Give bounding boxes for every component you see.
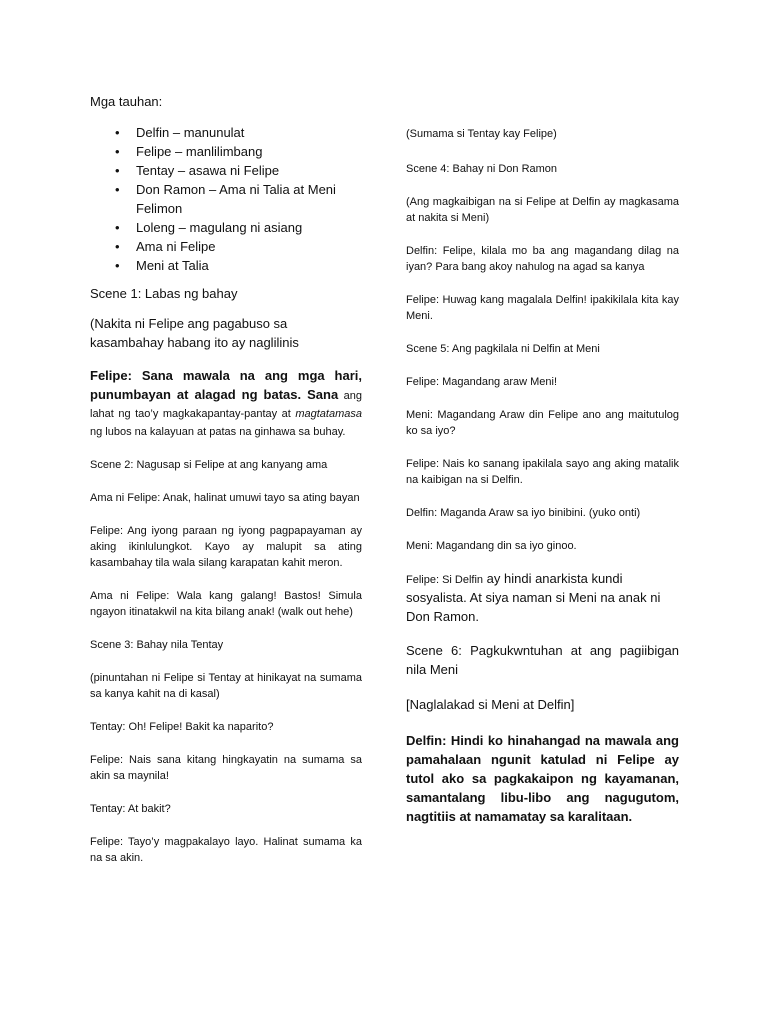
scene-2-line: Felipe: Ang iyong paraan ng iyong pagpapayaman ay aking ikinlulungkot. Kayo ay malupit sa ating kasambahay tila wala silang karapatan kahit meron. (90, 525, 362, 569)
characters-title: Mga tauhan: (90, 94, 163, 109)
left-column (90, 92, 362, 866)
scene-5-line (406, 569, 679, 626)
scene-2-heading: Scene 2: Nagusap si Felipe at ang kanyang ama (90, 459, 328, 471)
scene-3-line: Felipe: Nais sana kitang hingkayatin na sumama sa akin sa maynila! (90, 754, 362, 782)
character-item: • Don Ramon – Ama ni Talia at Meni Felimon (90, 180, 362, 218)
scene-5-line: Meni: Magandang Araw din Felipe ano ang maitutulog ko sa iyo? (406, 409, 679, 437)
character-list (90, 123, 362, 275)
scene-1-direction: (Nakita ni Felipe ang pagabuso sa kasambahay habang ito ay naglilinis (90, 316, 299, 350)
character-item: • Felipe – manlilimbang (90, 142, 362, 161)
right-column (406, 126, 679, 826)
character-item: • Loleng – magulang ni asiang (90, 218, 362, 237)
scene-3-line: Tentay: At bakit? (90, 803, 171, 815)
scene-5-line: Felipe: Nais ko sanang ipakilala sayo ang aking matalik na kaibigan na si Delfin. (406, 458, 679, 486)
scene-4-direction: (Ang magkaibigan na si Felipe at Delfin ay magkasama at nakita si Meni) (406, 196, 679, 224)
dialogue-bold-part: Felipe: Sana mawala na ang mga hari, punumbayan at alagad ng batas. Sana (90, 368, 362, 402)
scene-4-line: Felipe: Huwag kang magalala Delfin! ipakikilala kita kay Meni. (406, 294, 679, 322)
dialogue-italic-part: magtatamasa (295, 408, 362, 420)
scene-6-heading: Scene 6: Pagkukwntuhan at ang pagiibigan nila Meni (406, 643, 679, 677)
scene-3-direction: (pinuntahan ni Felipe si Tentay at hinikayat na sumama sa kanya kahit na di kasal) (90, 672, 362, 700)
scene-3-heading: Scene 3: Bahay nila Tentay (90, 639, 224, 651)
scene-4-line: Delfin: Felipe, kilala mo ba ang magandang dilag na iyan? Para bang akoy nahulog na agad sa kanya (406, 245, 679, 273)
dialogue-part: Felipe: Si Delfin (406, 574, 484, 586)
character-item: • Meni at Talia (90, 256, 362, 275)
stage-direction: (Sumama si Tentay kay Felipe) (406, 128, 557, 140)
character-item: • Tentay – asawa ni Felipe (90, 161, 362, 180)
scene-6-direction: [Naglalakad si Meni at Delfin] (406, 697, 575, 712)
scene-5-heading: Scene 5: Ang pagkilala ni Delfin at Meni (406, 343, 600, 355)
dialogue-part: ay hindi anarkista kundi sosyalista. At siya naman si Meni na anak ni Don Ramon. (406, 571, 661, 624)
scene-5-line: Meni: Magandang din sa iyo ginoo. (406, 540, 577, 552)
scene-2-line: Ama ni Felipe: Wala kang galang! Bastos! Simula ngayon itinatakwil na kita bilang anak! (walk out hehe) (90, 590, 362, 618)
scene-2-line: Ama ni Felipe: Anak, halinat umuwi tayo sa ating bayan (90, 492, 360, 504)
scene-5-line: Delfin: Maganda Araw sa iyo binibini. (yuko onti) (406, 507, 641, 519)
scene-6-line: Delfin: Hindi ko hinahangad na mawala ang pamahalaan ngunit katulad ni Felipe ay tutol ako sa pagkakaipon ng kayamanan, samantalang libu-libo ang nagugutom, nagtitiis at namamatay sa karalitaan. (406, 733, 679, 824)
scene-1-dialogue (90, 366, 362, 440)
scene-5-line: Felipe: Magandang araw Meni! (406, 376, 558, 388)
scene-1-heading: Scene 1: Labas ng bahay (90, 286, 238, 301)
character-item: • Ama ni Felipe (90, 237, 362, 256)
character-item: • Delfin – manunulat (90, 123, 362, 142)
scene-4-heading: Scene 4: Bahay ni Don Ramon (406, 163, 558, 175)
dialogue-part: ng lubos na kalayuan at patas na ginhawa sa buhay. (90, 426, 346, 438)
scene-3-line: Tentay: Oh! Felipe! Bakit ka naparito? (90, 721, 274, 733)
scene-3-line: Felipe: Tayo’y magpakalayo layo. Halinat sumama ka na sa akin. (90, 836, 362, 864)
dialogue-part: ang lahat ng tao’y magkakapantay-pantay at (90, 390, 362, 420)
